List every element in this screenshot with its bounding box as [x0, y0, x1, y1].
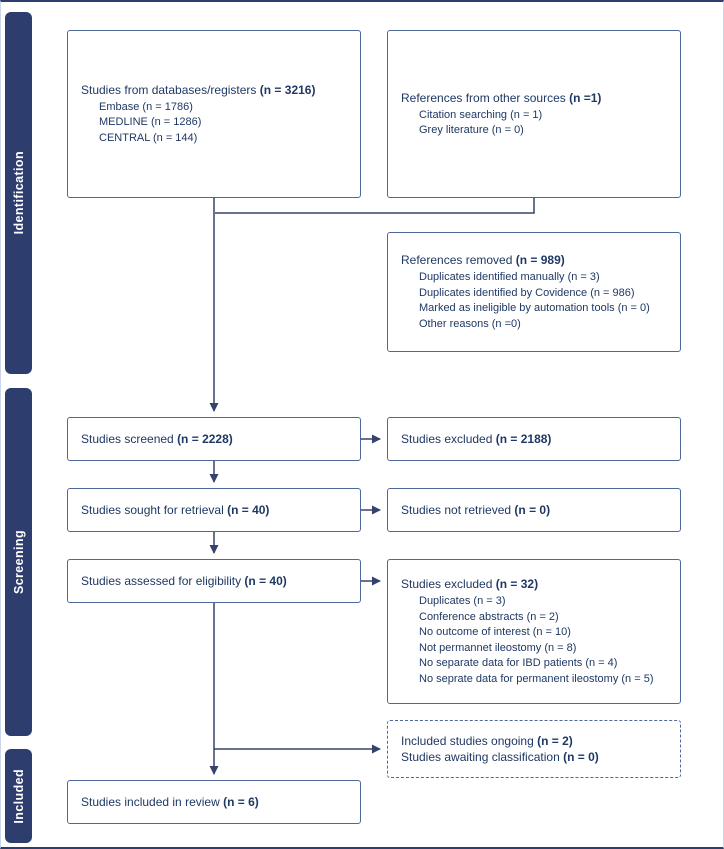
list-item: Grey literature (n = 0) — [419, 124, 524, 136]
box-count: (n = 40) — [244, 574, 287, 588]
box-title-line2 — [401, 749, 672, 765]
stage-label: Identification — [11, 151, 26, 235]
list-item: CENTRAL (n = 144) — [99, 131, 198, 144]
box-items — [401, 108, 672, 139]
list-item: Embase (n = 1786) — [99, 100, 193, 113]
box-items — [401, 270, 672, 332]
box-count: (n = 3216) — [259, 82, 316, 97]
box-title — [81, 794, 352, 810]
list-item: Citation searching (n = 1) — [419, 108, 543, 121]
box-title — [401, 90, 672, 106]
box-label: References removed — [401, 253, 516, 267]
box-count: (n = 40) — [227, 503, 270, 517]
box-title — [401, 502, 672, 518]
box-count: (n = 0) — [563, 750, 599, 764]
box-references-removed — [387, 232, 681, 352]
box-count: (n = 2228) — [177, 432, 233, 446]
stage-bar-identification — [5, 12, 32, 374]
box-studies-screened — [67, 417, 361, 461]
box-label: Studies included in review — [81, 795, 224, 809]
list-item: No seprate data for permanent ileostomy (n = 5) — [419, 672, 654, 685]
box-title-line1 — [401, 733, 672, 749]
box-count: (n = 2) — [537, 734, 573, 748]
list-item: Duplicates identified by Covidence (n = 986) — [419, 286, 635, 299]
box-label: Studies excluded — [401, 577, 496, 591]
stage-bar-included — [5, 749, 32, 843]
box-studies-from-databases — [67, 30, 361, 198]
list-item: MEDLINE (n = 1286) — [99, 116, 202, 129]
box-count: (n =1) — [569, 90, 602, 105]
box-studies-excluded-eligibility — [387, 559, 681, 704]
box-title — [81, 573, 352, 589]
box-label: Studies not retrieved — [401, 503, 515, 517]
list-item: Duplicates identified manually (n = 3) — [419, 271, 600, 283]
list-item: Not permannet ileostomy (n = 8) — [419, 641, 577, 654]
box-label: Studies sought for retrieval — [81, 503, 228, 517]
list-item: Duplicates (n = 3) — [419, 595, 506, 607]
box-label: Studies from databases/registers — [81, 82, 260, 97]
box-label: Studies screened — [81, 432, 178, 446]
box-studies-assessed-eligibility — [67, 559, 361, 603]
list-item: Other reasons (n =0) — [419, 317, 521, 330]
box-items — [401, 594, 672, 687]
list-item: No outcome of interest (n = 10) — [419, 626, 571, 638]
box-title — [81, 431, 352, 447]
box-count: (n = 2188) — [495, 432, 552, 446]
box-studies-included-review — [67, 780, 361, 824]
box-title — [81, 82, 352, 98]
list-item: Marked as ineligible by automation tools (n = 0) — [419, 302, 650, 314]
list-item: No separate data for IBD patients (n = 4) — [419, 657, 618, 669]
box-label: Studies excluded — [401, 432, 496, 446]
box-title — [401, 252, 672, 268]
box-count: (n = 0) — [514, 503, 551, 517]
stage-label: Screening — [11, 529, 26, 595]
box-items — [81, 100, 352, 147]
stage-label: Included — [11, 768, 26, 824]
box-studies-not-retrieved — [387, 488, 681, 532]
box-title — [401, 576, 672, 592]
box-count: (n = 6) — [223, 795, 259, 809]
stage-bar-screening — [5, 388, 32, 736]
box-studies-excluded-screening — [387, 417, 681, 461]
box-title — [401, 431, 672, 447]
box-count: (n = 989) — [515, 253, 565, 267]
connector-other-sources-elbow — [215, 198, 534, 213]
box-title — [81, 502, 352, 518]
box-count: (n = 32) — [495, 577, 539, 591]
box-label: Studies awaiting classification — [401, 750, 564, 764]
box-label: Studies assessed for eligibility — [81, 574, 245, 588]
box-references-other-sources — [387, 30, 681, 198]
box-label: References from other sources — [401, 90, 570, 105]
box-ongoing-awaiting-classification — [387, 720, 681, 778]
box-studies-sought-retrieval — [67, 488, 361, 532]
list-item: Conference abstracts (n = 2) — [419, 610, 559, 623]
box-label: Included studies ongoing — [401, 734, 538, 748]
